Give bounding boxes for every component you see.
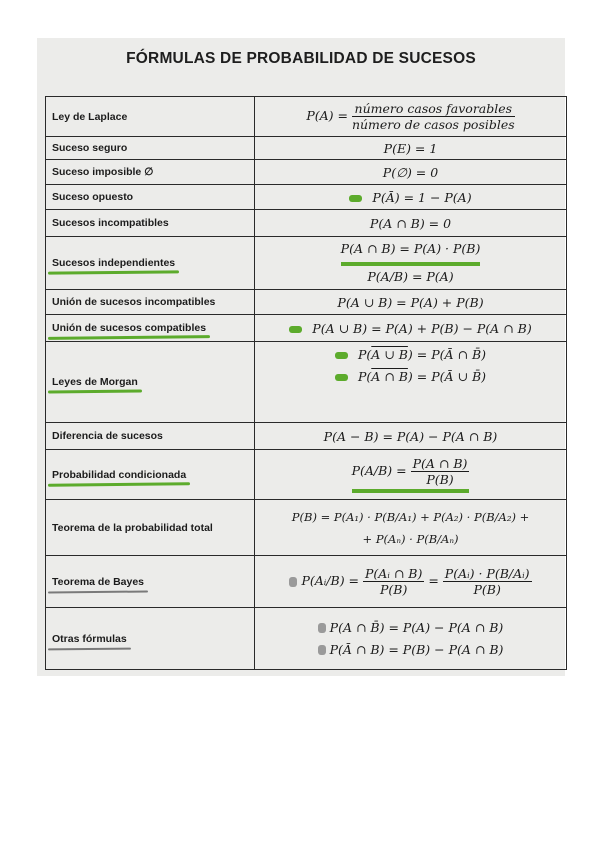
formula-part: P( bbox=[357, 369, 372, 384]
formula-part: ) = P(Ā ∪ B̄) bbox=[407, 369, 487, 384]
table-row bbox=[46, 210, 567, 237]
highlight-mark bbox=[318, 645, 326, 655]
denominator: P(B) bbox=[379, 582, 408, 597]
formula bbox=[255, 450, 567, 500]
formula bbox=[255, 556, 567, 608]
formula-part: P( bbox=[357, 347, 372, 362]
formula-lhs: P(Aᵢ/B) = bbox=[301, 573, 360, 588]
denominator: P(B) bbox=[426, 472, 454, 487]
row-label bbox=[46, 237, 255, 290]
page-title: FÓRMULAS DE PROBABILIDAD DE SUCESOS bbox=[126, 50, 476, 67]
formula-part: ) = P(Ā ∩ B̄) bbox=[407, 347, 487, 362]
formula-line: P(A ∩ B̄) = P(A) − P(A ∩ B) bbox=[329, 619, 504, 635]
formula: P(A − B) = P(A) − P(A ∩ B) bbox=[255, 423, 567, 450]
formula-line: + P(Aₙ) · P(B/Aₙ) bbox=[362, 531, 459, 546]
row-label bbox=[46, 556, 255, 608]
formula: P(A ∪ B) = P(A) + P(B) bbox=[255, 290, 567, 315]
row-label bbox=[46, 450, 255, 500]
formula bbox=[255, 500, 567, 556]
highlight-mark bbox=[318, 623, 326, 633]
row-label bbox=[46, 342, 255, 423]
formula-lhs: P(A) = bbox=[306, 108, 348, 123]
formula-lhs: P(A/B) = bbox=[351, 463, 407, 478]
formula: P(A ∩ B) = 0 bbox=[255, 210, 567, 237]
denominator: P(B) bbox=[473, 582, 501, 597]
row-label: Teorema de la probabilidad total bbox=[46, 500, 255, 556]
table-row bbox=[46, 608, 567, 670]
formula-line: P(B) = P(A₁) · P(B/A₁) + P(A₂) · P(B/A₂) + bbox=[291, 509, 530, 524]
row-label: Diferencia de sucesos bbox=[46, 423, 255, 450]
table-row bbox=[46, 315, 567, 342]
table-row bbox=[46, 342, 567, 423]
formula: P(E) = 1 bbox=[255, 137, 567, 160]
formula-part: A ∪ B bbox=[371, 347, 408, 362]
formula bbox=[255, 608, 567, 670]
formula bbox=[255, 185, 567, 210]
denominator: número de casos posibles bbox=[351, 117, 515, 132]
document-sheet bbox=[37, 38, 565, 676]
fraction bbox=[443, 566, 532, 597]
formula-text: P(Ā) = 1 − P(A) bbox=[372, 189, 472, 205]
row-label: Ley de Laplace bbox=[46, 97, 255, 137]
numerator: P(Aᵢ ∩ B) bbox=[365, 566, 423, 581]
numerator: número casos favorables bbox=[352, 101, 515, 117]
formula bbox=[255, 315, 567, 342]
table-row bbox=[46, 185, 567, 210]
table-row bbox=[46, 556, 567, 608]
row-label: Suceso seguro bbox=[46, 137, 255, 160]
formula-part: A ∩ B bbox=[371, 369, 408, 384]
fraction bbox=[352, 101, 515, 132]
formula-line: P(A ∩ B) = P(A) · P(B) bbox=[341, 238, 481, 266]
underlined-label: Probabilidad condicionada bbox=[52, 468, 187, 481]
table-row bbox=[46, 97, 567, 137]
formula: P(∅) = 0 bbox=[255, 160, 567, 185]
fraction bbox=[363, 566, 424, 597]
highlight-mark bbox=[289, 577, 297, 587]
table-row bbox=[46, 450, 567, 500]
underlined-label: Otras fórmulas bbox=[52, 632, 127, 645]
table-row bbox=[46, 290, 567, 315]
row-label bbox=[46, 315, 255, 342]
row-label: Sucesos incompatibles bbox=[46, 210, 255, 237]
table-row bbox=[46, 423, 567, 450]
formula-line: P(Ā ∩ B) = P(B) − P(A ∩ B) bbox=[329, 641, 504, 657]
highlight-mark bbox=[349, 195, 362, 202]
table-row bbox=[46, 237, 567, 290]
equals: = bbox=[428, 573, 439, 588]
table-row bbox=[46, 500, 567, 556]
row-label bbox=[46, 608, 255, 670]
formula-line: P(A/B) = P(A) bbox=[367, 269, 454, 284]
table-row bbox=[46, 160, 567, 185]
row-label: Unión de sucesos incompatibles bbox=[46, 290, 255, 315]
numerator: P(Aᵢ) · P(B/Aᵢ) bbox=[444, 566, 530, 581]
numerator: P(A ∩ B) bbox=[412, 456, 468, 471]
row-label: Suceso imposible ∅ bbox=[46, 160, 255, 185]
formula-table bbox=[45, 96, 567, 670]
underlined-label: Teorema de Bayes bbox=[52, 575, 145, 588]
fraction bbox=[411, 456, 470, 487]
row-label: Suceso opuesto bbox=[46, 185, 255, 210]
underlined-label: Sucesos independientes bbox=[52, 257, 176, 269]
formula bbox=[255, 342, 567, 423]
formula bbox=[255, 237, 567, 290]
underlined-label: Unión de sucesos compatibles bbox=[52, 322, 207, 334]
highlight-mark bbox=[335, 374, 348, 381]
highlight-mark bbox=[289, 326, 302, 333]
underlined-label: Leyes de Morgan bbox=[52, 376, 138, 388]
table-row bbox=[46, 137, 567, 160]
formula-text: P(A ∪ B) = P(A) + P(B) − P(A ∩ B) bbox=[312, 320, 532, 336]
formula bbox=[255, 97, 567, 137]
highlight-mark bbox=[335, 352, 348, 359]
